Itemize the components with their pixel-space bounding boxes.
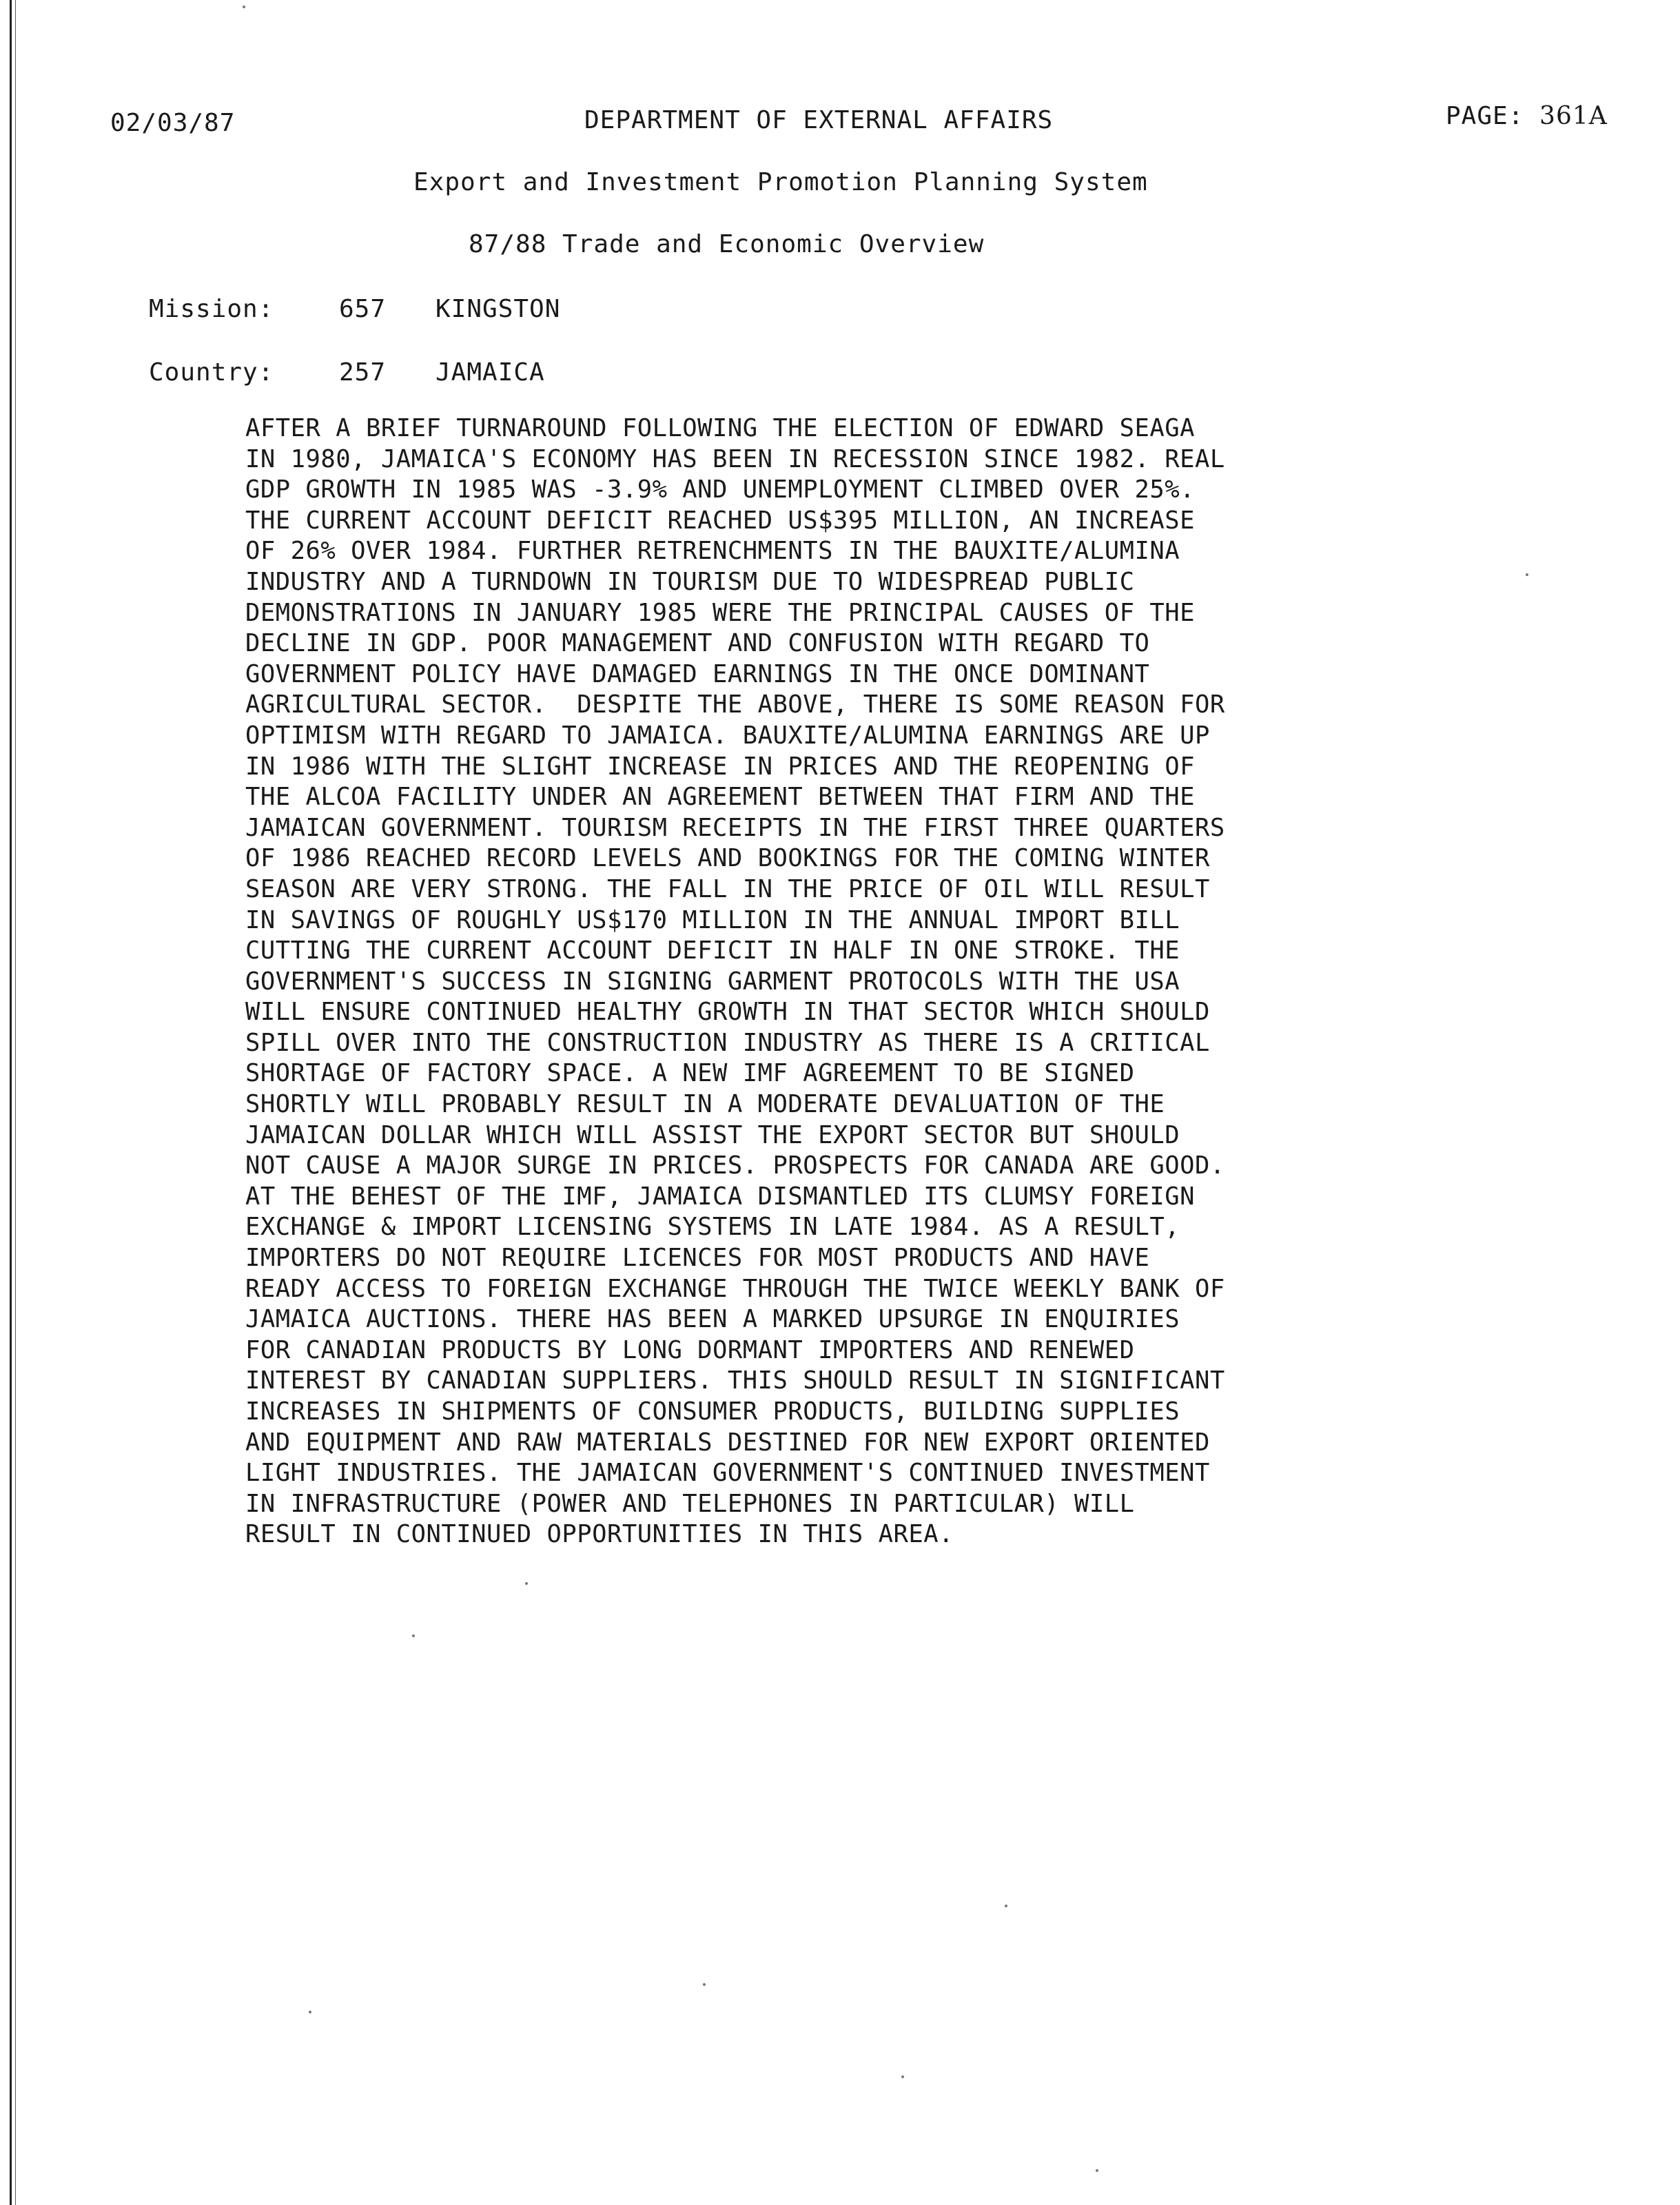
body-line: AND EQUIPMENT AND RAW MATERIALS DESTINED FOR NEW EXPORT ORIENTED (245, 1428, 1210, 1457)
mission-name: KINGSTON (436, 295, 561, 323)
body-line: SHORTLY WILL PROBABLY RESULT IN A MODERATE DEVALUATION OF THE (245, 1090, 1165, 1119)
body-line: IMPORTERS DO NOT REQUIRE LICENCES FOR MOST PRODUCTS AND HAVE (245, 1244, 1150, 1273)
page-indicator (1446, 102, 1608, 130)
body-line: GOVERNMENT POLICY HAVE DAMAGED EARNINGS IN THE ONCE DOMINANT (245, 659, 1150, 688)
body-line: IN SAVINGS OF ROUGHLY US$170 MILLION IN THE ANNUAL IMPORT BILL (245, 905, 1180, 934)
mission-label: Mission: (149, 295, 274, 323)
mission-row (149, 295, 560, 323)
body-line: GDP GROWTH IN 1985 WAS -3.9% AND UNEMPLOYMENT CLIMBED OVER 25%. (245, 475, 1195, 504)
body-line: WILL ENSURE CONTINUED HEALTHY GROWTH IN THAT SECTOR WHICH SHOULD (245, 998, 1210, 1027)
body-line: OF 26% OVER 1984. FURTHER RETRENCHMENTS IN THE BAUXITE/ALUMINA (245, 537, 1180, 566)
body-line: IN 1986 WITH THE SLIGHT INCREASE IN PRICES AND THE REOPENING OF (245, 752, 1195, 781)
body-line: LIGHT INDUSTRIES. THE JAMAICAN GOVERNMENT'S CONTINUED INVESTMENT (245, 1459, 1210, 1488)
page-edge-rule (10, 0, 12, 2205)
body-line: THE CURRENT ACCOUNT DEFICIT REACHED US$395 MILLION, AN INCREASE (245, 506, 1195, 535)
body-line: SHORTAGE OF FACTORY SPACE. A NEW IMF AGREEMENT TO BE SIGNED (245, 1059, 1135, 1088)
body-line: OF 1986 REACHED RECORD LEVELS AND BOOKINGS FOR THE COMING WINTER (245, 844, 1210, 873)
body-line: AT THE BEHEST OF THE IMF, JAMAICA DISMANTLED ITS CLUMSY FOREIGN (245, 1182, 1195, 1211)
scan-speck (703, 1983, 706, 1986)
country-row (149, 358, 545, 387)
page-number: 361A (1539, 102, 1608, 130)
report-title: 87/88 Trade and Economic Overview (469, 230, 985, 258)
mission-code: 657 (339, 295, 387, 323)
body-line: DECLINE IN GDP. POOR MANAGEMENT AND CONFUSION WITH REGARD TO (245, 629, 1150, 658)
body-line: INDUSTRY AND A TURNDOWN IN TOURISM DUE TO WIDESPREAD PUBLIC (245, 567, 1135, 596)
body-line: READY ACCESS TO FOREIGN EXCHANGE THROUGH THE TWICE WEEKLY BANK OF (245, 1274, 1225, 1303)
body-line: INCREASES IN SHIPMENTS OF CONSUMER PRODUCTS, BUILDING SUPPLIES (245, 1397, 1180, 1426)
body-line: SPILL OVER INTO THE CONSTRUCTION INDUSTRY AS THERE IS A CRITICAL (245, 1028, 1210, 1057)
scan-speck (901, 2075, 904, 2078)
country-code: 257 (339, 358, 387, 387)
body-line: JAMAICAN GOVERNMENT. TOURISM RECEIPTS IN THE FIRST THREE QUARTERS (245, 813, 1225, 842)
body-line: JAMAICAN DOLLAR WHICH WILL ASSIST THE EXPORT SECTOR BUT SHOULD (245, 1120, 1180, 1149)
page-edge-rule-inner (15, 0, 16, 2205)
scan-speck (243, 6, 245, 8)
body-line: GOVERNMENT'S SUCCESS IN SIGNING GARMENT PROTOCOLS WITH THE USA (245, 967, 1180, 996)
scan-speck (1096, 2169, 1098, 2172)
body-line: INTEREST BY CANADIAN SUPPLIERS. THIS SHOULD RESULT IN SIGNIFICANT (245, 1366, 1225, 1395)
scan-speck (1005, 1905, 1007, 1907)
body-line: AGRICULTURAL SECTOR. DESPITE THE ABOVE, THERE IS SOME REASON FOR (245, 690, 1225, 719)
body-line: CUTTING THE CURRENT ACCOUNT DEFICIT IN HALF IN ONE STROKE. THE (245, 936, 1180, 965)
body-line: RESULT IN CONTINUED OPPORTUNITIES IN THIS AREA. (245, 1520, 954, 1549)
body-line: AFTER A BRIEF TURNAROUND FOLLOWING THE ELECTION OF EDWARD SEAGA (245, 414, 1195, 442)
body-line: FOR CANADIAN PRODUCTS BY LONG DORMANT IMPORTERS AND RENEWED (245, 1335, 1135, 1364)
scan-speck (525, 1582, 528, 1585)
body-line: IN INFRASTRUCTURE (POWER AND TELEPHONES IN PARTICULAR) WILL (245, 1489, 1135, 1518)
overview-body (245, 413, 1486, 1550)
department-title: DEPARTMENT OF EXTERNAL AFFAIRS (584, 106, 1054, 134)
body-line: SEASON ARE VERY STRONG. THE FALL IN THE PRICE OF OIL WILL RESULT (245, 874, 1210, 903)
body-line: EXCHANGE & IMPORT LICENSING SYSTEMS IN LATE 1984. AS A RESULT, (245, 1213, 1180, 1242)
scan-speck (1526, 573, 1528, 576)
page-label: PAGE: (1446, 102, 1540, 130)
body-line: NOT CAUSE A MAJOR SURGE IN PRICES. PROSPECTS FOR CANADA ARE GOOD. (245, 1151, 1225, 1180)
body-line: DEMONSTRATIONS IN JANUARY 1985 WERE THE PRINCIPAL CAUSES OF THE (245, 598, 1195, 627)
report-date: 02/03/87 (110, 109, 236, 137)
scan-speck (309, 2011, 311, 2013)
body-line: JAMAICA AUCTIONS. THERE HAS BEEN A MARKED UPSURGE IN ENQUIRIES (245, 1305, 1180, 1334)
system-title: Export and Investment Promotion Planning System (413, 168, 1148, 196)
country-label: Country: (149, 358, 274, 387)
body-line: IN 1980, JAMAICA'S ECONOMY HAS BEEN IN RECESSION SINCE 1982. REAL (245, 444, 1225, 473)
scan-speck (412, 1634, 415, 1637)
body-line: OPTIMISM WITH REGARD TO JAMAICA. BAUXITE/ALUMINA EARNINGS ARE UP (245, 721, 1210, 750)
country-name: JAMAICA (436, 358, 545, 387)
body-line: THE ALCOA FACILITY UNDER AN AGREEMENT BETWEEN THAT FIRM AND THE (245, 783, 1195, 812)
